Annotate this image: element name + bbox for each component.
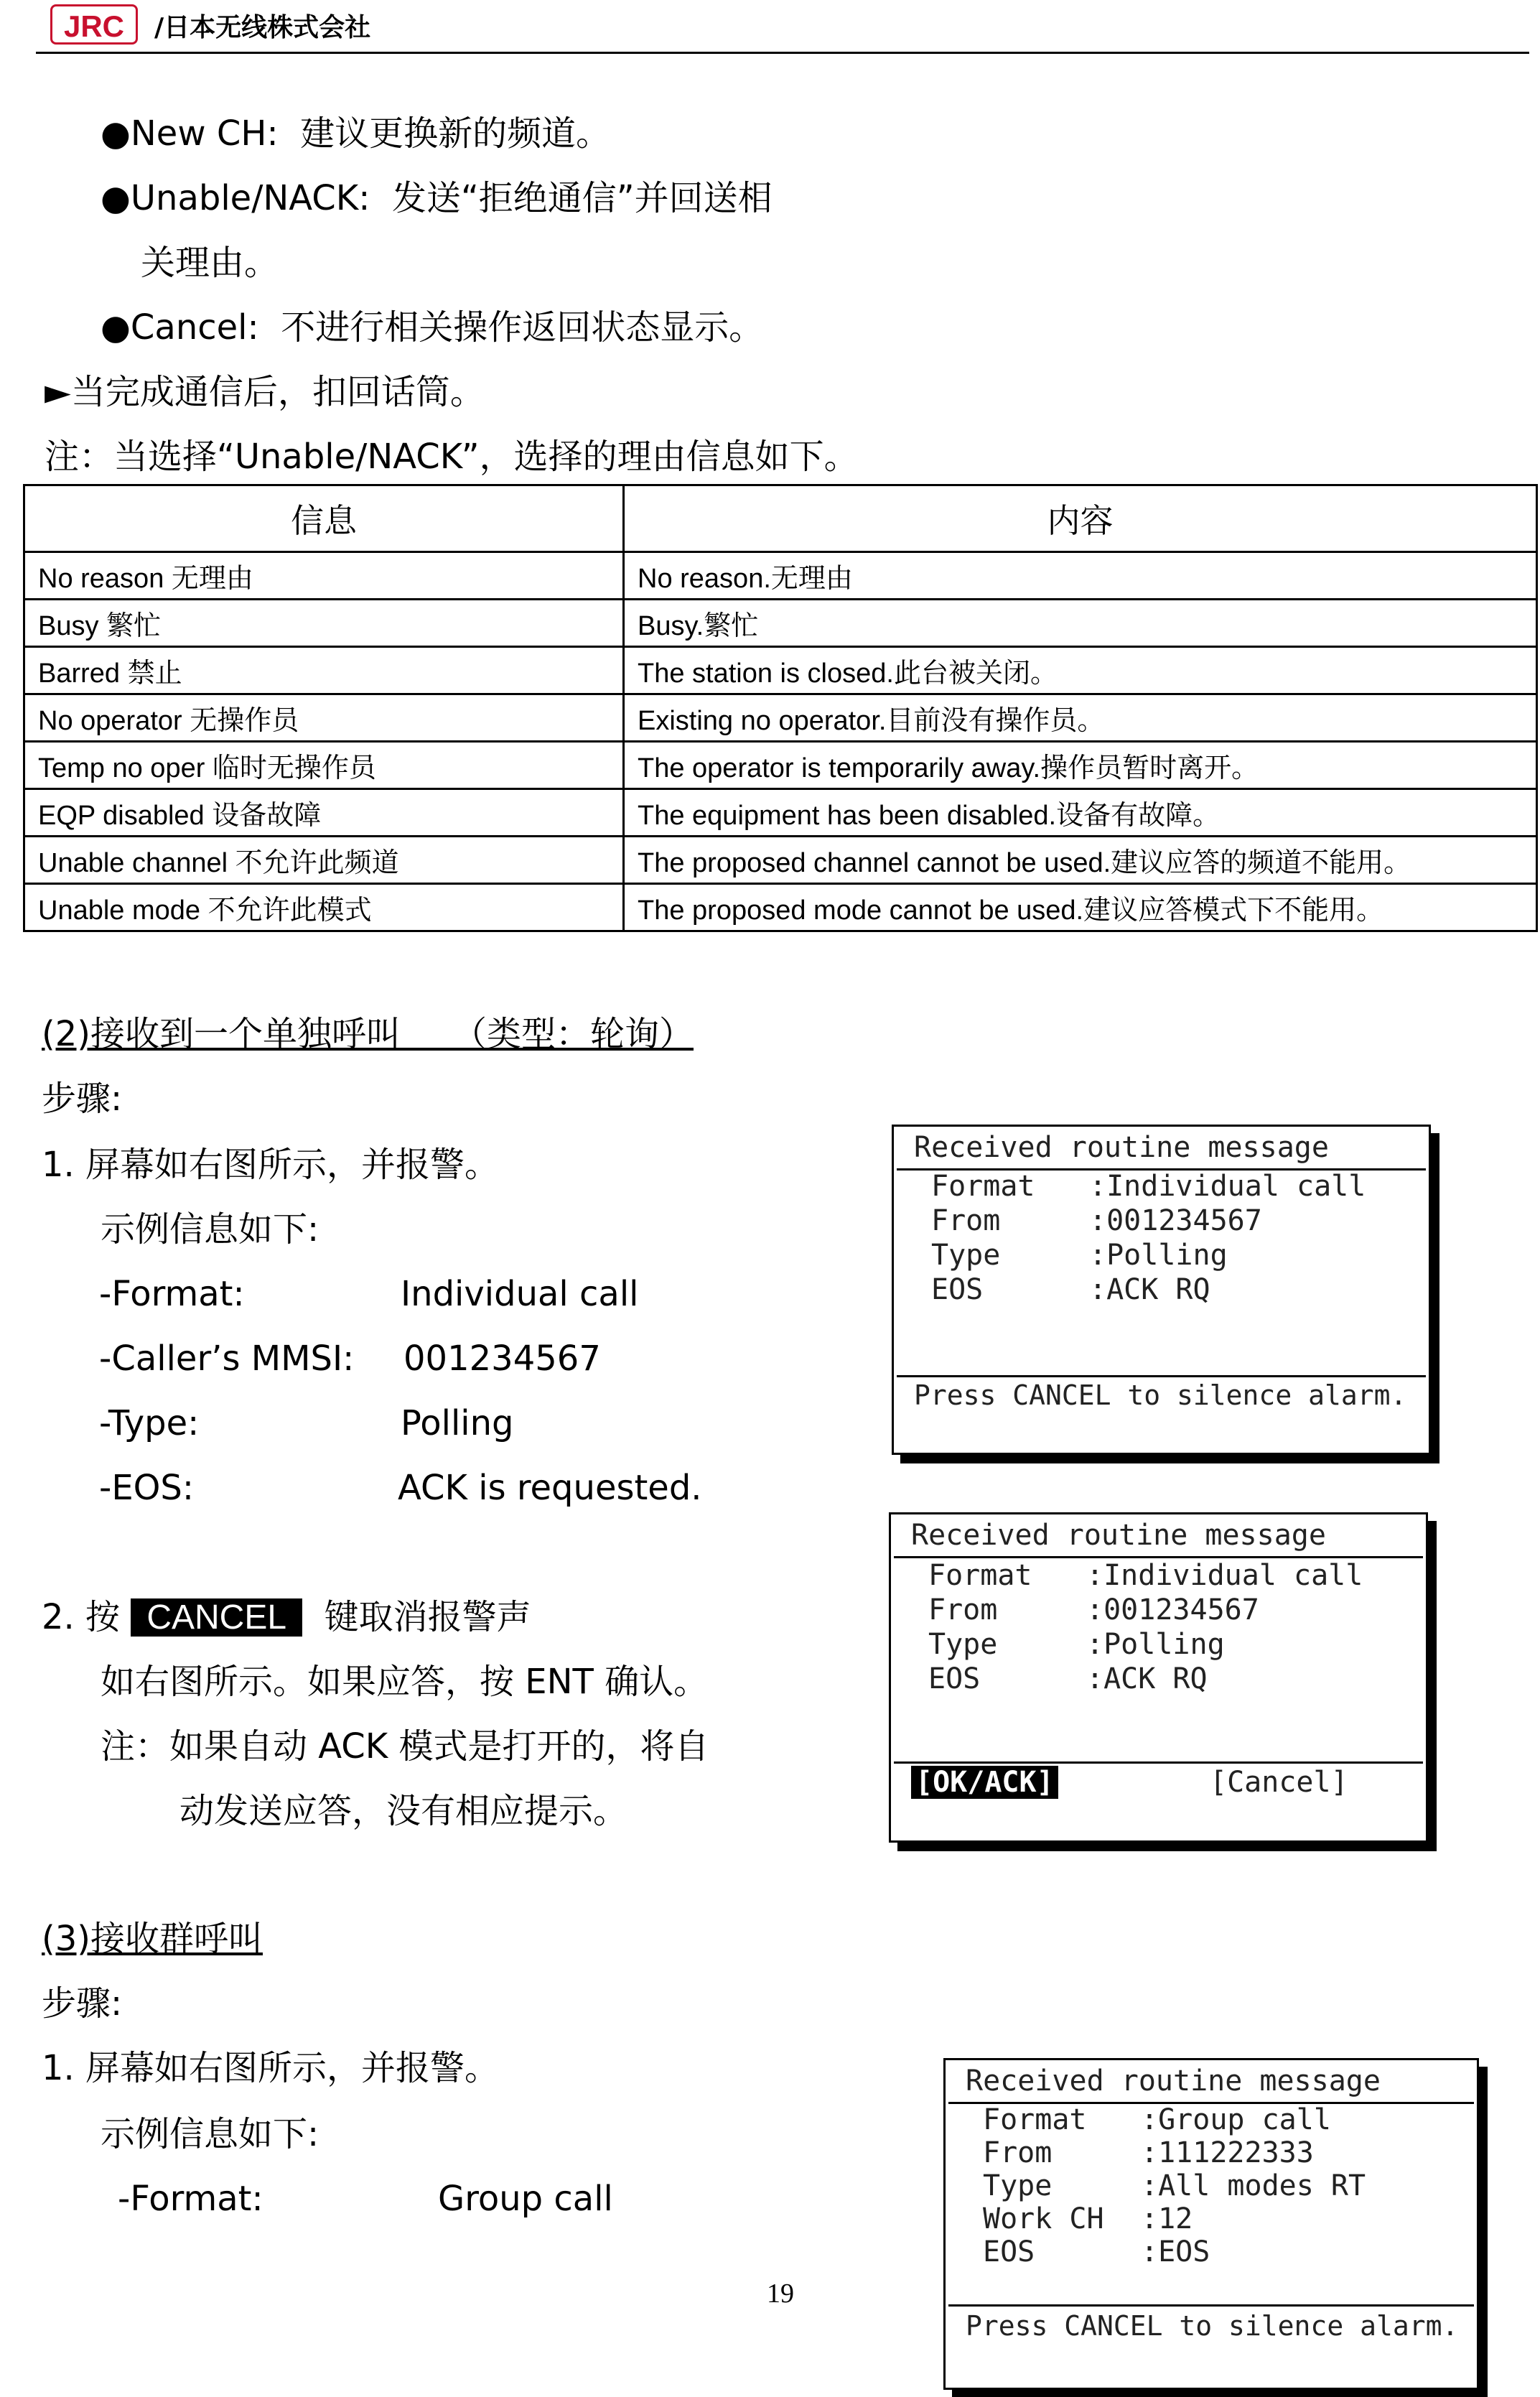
table-row bbox=[24, 742, 1537, 789]
table-row bbox=[24, 694, 1537, 742]
screen-value-type: :All modes RT bbox=[1141, 2169, 1366, 2202]
screen-row-format: Format bbox=[983, 2103, 1087, 2136]
screen-value-eos: :EOS bbox=[1141, 2235, 1210, 2268]
dsc-screen-received-1 bbox=[892, 1125, 1431, 1455]
screen-divider bbox=[948, 2304, 1474, 2307]
section2-heading: (2)接收到一个单独呼叫 （类型：轮询） bbox=[42, 1014, 694, 1054]
table-cell: No reason 无理由 bbox=[24, 552, 624, 600]
section2-step2-line2: 如右图所示。如果应答，按 ENT 确认。 bbox=[101, 1662, 709, 1702]
table-cell: Barred 禁止 bbox=[24, 647, 624, 694]
table-cell: Existing no operator.目前没有操作员。 bbox=[624, 694, 1537, 742]
bullet-new-ch bbox=[101, 112, 610, 155]
table-cell: Temp no oper 临时无操作员 bbox=[24, 742, 624, 789]
screen-value-eos: :ACK RQ bbox=[1089, 1273, 1210, 1306]
table-row bbox=[24, 600, 1537, 647]
nack-note: 注：当选择“Unable/NACK”，选择的理由信息如下。 bbox=[45, 437, 859, 477]
step2-suffix: 键取消报警声 bbox=[324, 1597, 531, 1637]
bullet-text: 建议更换新的频道。 bbox=[300, 113, 611, 154]
screen-row-type: Type bbox=[928, 1628, 998, 1661]
cancel-softkey[interactable]: [Cancel] bbox=[1210, 1766, 1348, 1799]
screen-value-format: :Group call bbox=[1141, 2103, 1331, 2136]
table-cell: Busy 繁忙 bbox=[24, 600, 624, 647]
bullet-cancel bbox=[101, 306, 763, 349]
screen-row-type: Type bbox=[931, 1239, 1001, 1272]
table-cell: No reason.无理由 bbox=[624, 552, 1537, 600]
table-header-row bbox=[24, 485, 1537, 552]
screen-value-from: :001234567 bbox=[1086, 1593, 1259, 1626]
section2-note2: 动发送应答，没有相应提示。 bbox=[179, 1791, 628, 1831]
section3-step1: 1. 屏幕如右图所示，并报警。 bbox=[42, 2048, 500, 2088]
screen-value-type: :Polling bbox=[1089, 1239, 1228, 1272]
field-type-value: Polling bbox=[401, 1403, 514, 1443]
screen-footer: Press CANCEL to silence alarm. bbox=[914, 1379, 1407, 1411]
field-format-label: -Format: bbox=[99, 1274, 245, 1314]
screen-row-format: Format bbox=[931, 1170, 1035, 1203]
screen-row-from: From bbox=[931, 1204, 1001, 1237]
company-name: /日本无线株式会社 bbox=[154, 13, 371, 42]
bullet-text: 不进行相关操作返回状态显示。 bbox=[281, 307, 764, 348]
table-cell: EQP disabled 设备故障 bbox=[24, 789, 624, 837]
bullet-text: 发送“拒绝通信”并回送相 bbox=[391, 178, 773, 218]
section2-example-label: 示例信息如下: bbox=[101, 1209, 319, 1249]
screen-footer: Press CANCEL to silence alarm. bbox=[966, 2310, 1459, 2342]
section2-step2 bbox=[42, 1596, 531, 1639]
screen-row-eos: EOS bbox=[931, 1273, 984, 1306]
table-header-info: 信息 bbox=[24, 485, 624, 552]
section3-format-value: Group call bbox=[438, 2179, 613, 2219]
table-row bbox=[24, 552, 1537, 600]
table-cell: Unable channel 不允许此频道 bbox=[24, 837, 624, 884]
screen-row-from: From bbox=[928, 1593, 998, 1626]
section2-steps-label: 步骤: bbox=[42, 1079, 123, 1119]
ok-ack-softkey[interactable]: [OK/ACK] bbox=[911, 1766, 1058, 1799]
section3-example-label: 示例信息如下: bbox=[101, 2114, 319, 2154]
screen-value-from: :001234567 bbox=[1089, 1204, 1262, 1237]
screen-value-eos: :ACK RQ bbox=[1086, 1662, 1208, 1695]
table-row bbox=[24, 789, 1537, 837]
section3-format-label: -Format: bbox=[118, 2179, 263, 2219]
bullet-label: ●Cancel: bbox=[101, 307, 259, 348]
dsc-screen-received-2 bbox=[889, 1512, 1428, 1843]
screen-title: Received routine message bbox=[911, 1519, 1326, 1552]
bullet-unable-nack bbox=[101, 177, 773, 220]
screen-row-work-ch: Work CH bbox=[983, 2202, 1104, 2235]
section3-heading: (3)接收群呼叫 bbox=[42, 1919, 263, 1959]
field-eos-value: ACK is requested. bbox=[398, 1468, 702, 1508]
section3-steps-label: 步骤: bbox=[42, 1983, 123, 2024]
jrc-logo: JRC bbox=[50, 4, 138, 45]
table-cell: The equipment has been disabled.设备有故障。 bbox=[624, 789, 1537, 837]
screen-value-format: :Individual call bbox=[1089, 1170, 1366, 1203]
arrow-instruction: ►当完成通信后，扣回话筒。 bbox=[45, 372, 485, 412]
screen-row-from: From bbox=[983, 2136, 1053, 2169]
section2-note1: 注：如果自动 ACK 模式是打开的，将自 bbox=[101, 1726, 709, 1767]
screen-value-work-ch: :12 bbox=[1141, 2202, 1193, 2235]
screen-row-eos: EOS bbox=[983, 2235, 1035, 2268]
header-divider bbox=[36, 52, 1529, 54]
table-header-content: 内容 bbox=[624, 485, 1537, 552]
field-eos-label: -EOS: bbox=[99, 1468, 195, 1508]
table-cell: No operator 无操作员 bbox=[24, 694, 624, 742]
section2-step1: 1. 屏幕如右图所示，并报警。 bbox=[42, 1145, 500, 1185]
bullet-unable-nack-cont: 关理由。 bbox=[141, 243, 279, 283]
cancel-key-label: CANCEL bbox=[131, 1598, 302, 1637]
screen-divider bbox=[894, 1556, 1423, 1558]
screen-divider bbox=[897, 1375, 1426, 1377]
screen-value-format: :Individual call bbox=[1086, 1559, 1363, 1592]
field-type-label: -Type: bbox=[99, 1403, 200, 1443]
page-number: 19 bbox=[767, 2279, 794, 2309]
table-cell: The proposed channel cannot be used.建议应答的频道不能用。 bbox=[624, 837, 1537, 884]
table-cell: Unable mode 不允许此模式 bbox=[24, 884, 624, 931]
table-cell: The proposed mode cannot be used.建议应答模式下不能用。 bbox=[624, 884, 1537, 931]
table-cell: The station is closed.此台被关闭。 bbox=[624, 647, 1537, 694]
screen-title: Received routine message bbox=[914, 1131, 1329, 1164]
screen-row-type: Type bbox=[983, 2169, 1053, 2202]
bullet-label: ●New CH: bbox=[101, 113, 279, 154]
table-cell: Busy.繁忙 bbox=[624, 600, 1537, 647]
field-format-value: Individual call bbox=[401, 1274, 639, 1314]
table-row bbox=[24, 647, 1537, 694]
screen-value-from: :111222333 bbox=[1141, 2136, 1314, 2169]
table-row bbox=[24, 837, 1537, 884]
step2-prefix: 2. 按 bbox=[42, 1597, 121, 1637]
screen-row-format: Format bbox=[928, 1559, 1032, 1592]
table-cell: The operator is temporarily away.操作员暂时离开。 bbox=[624, 742, 1537, 789]
field-mmsi-label: -Caller’s MMSI: bbox=[99, 1339, 355, 1379]
field-mmsi-value: 001234567 bbox=[403, 1339, 601, 1379]
bullet-label: ●Unable/NACK: bbox=[101, 178, 370, 218]
screen-title: Received routine message bbox=[966, 2065, 1381, 2098]
dsc-screen-group-call bbox=[943, 2058, 1479, 2390]
reason-table bbox=[23, 484, 1538, 932]
screen-value-type: :Polling bbox=[1086, 1628, 1225, 1661]
table-row bbox=[24, 884, 1537, 931]
screen-row-eos: EOS bbox=[928, 1662, 981, 1695]
screen-divider bbox=[894, 1761, 1423, 1764]
